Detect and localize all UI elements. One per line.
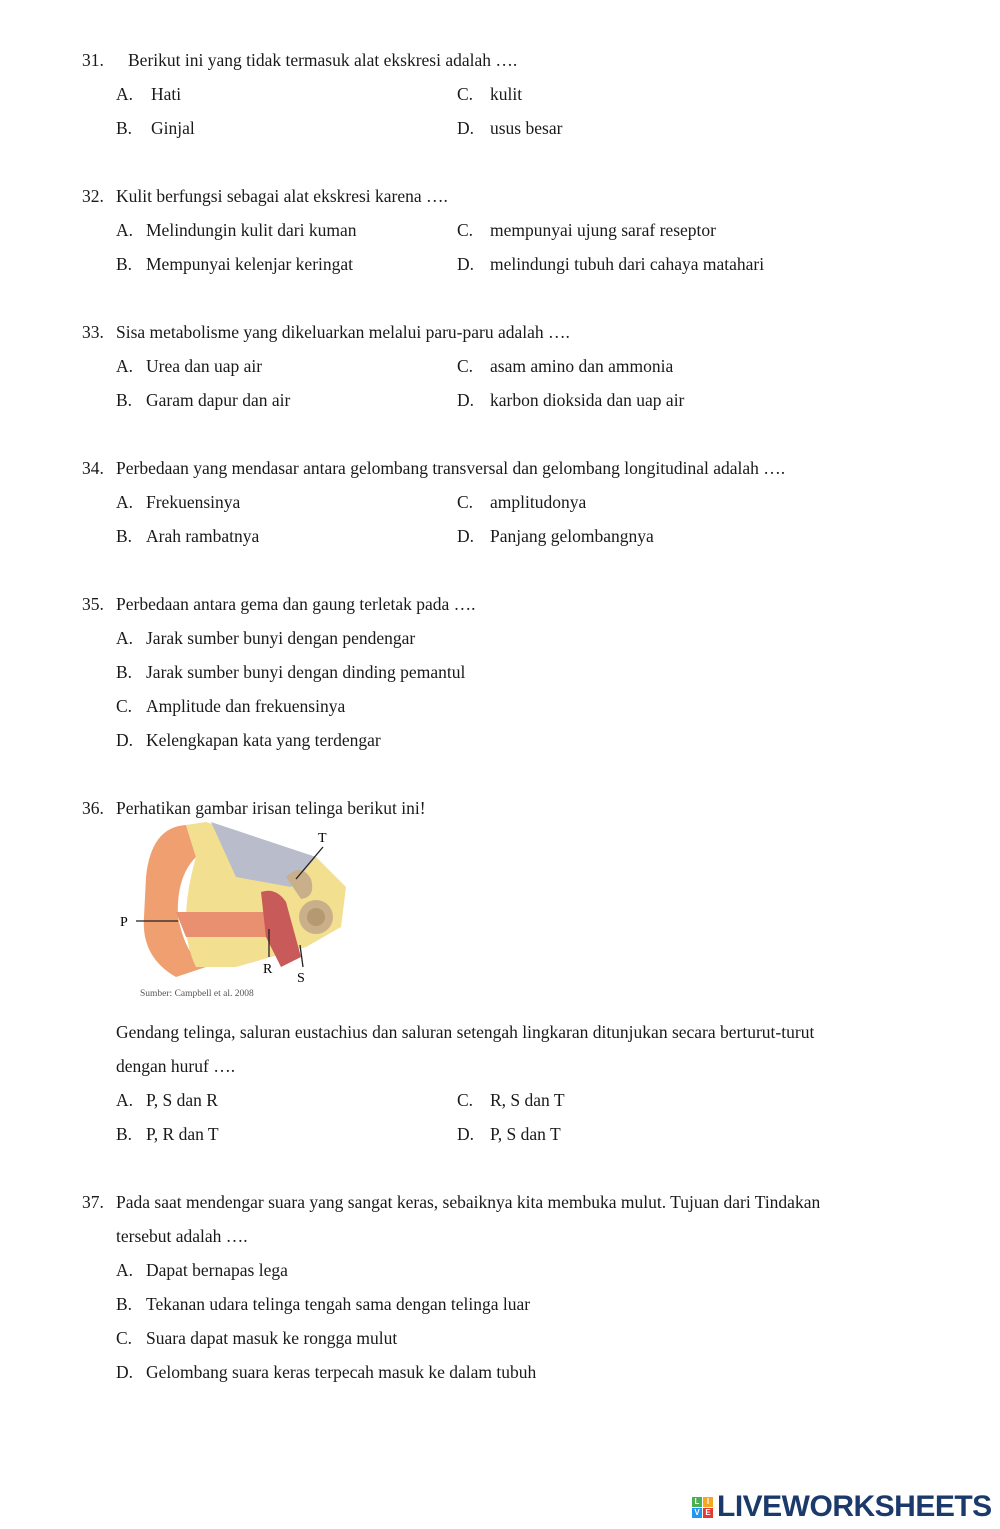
- question-34: [0, 451, 1000, 553]
- option-text: Hati: [151, 84, 182, 104]
- question-text: Pada saat mendengar suara yang sangat keras, sebaiknya kita membuka mulut. Tujuan dari Tindakan: [116, 1192, 821, 1212]
- option-letter: D.: [116, 1362, 134, 1382]
- answer-option-a[interactable]: [116, 621, 415, 655]
- option-letter: C.: [457, 1090, 474, 1110]
- option-letter: A.: [116, 628, 134, 648]
- answer-option-d[interactable]: [457, 1117, 561, 1151]
- answer-option-a[interactable]: [116, 349, 262, 383]
- label-r: R: [263, 962, 273, 977]
- option-letter: B.: [116, 254, 133, 274]
- option-text: Panjang gelombangnya: [490, 526, 654, 546]
- ear-cross-section-image: [116, 817, 361, 1002]
- answer-option-c[interactable]: [457, 77, 522, 111]
- logo-text: LIVEWORKSHEETS: [717, 1490, 992, 1523]
- option-letter: A.: [116, 1090, 134, 1110]
- question-number: 31.: [82, 50, 104, 70]
- answer-option-c[interactable]: [116, 1321, 397, 1355]
- option-text: P, R dan T: [146, 1124, 219, 1144]
- option-text: Jarak sumber bunyi dengan pendengar: [146, 628, 416, 648]
- question-number: 35.: [82, 594, 104, 614]
- answer-option-b[interactable]: [116, 1117, 219, 1151]
- label-p: P: [120, 915, 128, 930]
- option-text: Dapat bernapas lega: [146, 1260, 288, 1280]
- option-text: Kelengkapan kata yang terdengar: [146, 730, 381, 750]
- option-letter: C.: [457, 356, 474, 376]
- question-33: [0, 315, 1000, 417]
- option-text: melindungi tubuh dari cahaya matahari: [490, 254, 765, 274]
- option-text: kulit: [490, 84, 523, 104]
- answer-option-b[interactable]: [116, 383, 290, 417]
- label-t: T: [318, 831, 327, 846]
- question-text: Berikut ini yang tidak termasuk alat ekskresi adalah ….: [128, 50, 518, 70]
- option-letter: C.: [116, 696, 133, 716]
- option-text: Suara dapat masuk ke rongga mulut: [146, 1328, 398, 1348]
- question-36: [0, 791, 1000, 1151]
- answer-option-c[interactable]: [116, 689, 345, 723]
- option-letter: B.: [116, 118, 133, 138]
- question-text: Perbedaan antara gema dan gaung terletak pada ….: [116, 594, 476, 614]
- option-text: Tekanan udara telinga tengah sama dengan telinga luar: [146, 1294, 531, 1314]
- option-letter: D.: [457, 390, 475, 410]
- answer-option-b[interactable]: [116, 247, 353, 281]
- option-text: Melindungin kulit dari kuman: [146, 220, 357, 240]
- option-text: Mempunyai kelenjar keringat: [146, 254, 354, 274]
- question-37: [0, 1185, 1000, 1389]
- option-text: P, S dan T: [490, 1124, 561, 1144]
- option-letter: C.: [457, 492, 474, 512]
- option-letter: B.: [116, 1294, 133, 1314]
- question-number: 32.: [82, 186, 104, 206]
- question-number: 34.: [82, 458, 104, 478]
- option-text: mempunyai ujung saraf reseptor: [490, 220, 716, 240]
- option-letter: D.: [116, 730, 134, 750]
- answer-option-d[interactable]: [116, 723, 381, 757]
- question-number: 36.: [82, 798, 104, 818]
- answer-option-c[interactable]: [457, 349, 673, 383]
- question-31: [0, 43, 1000, 145]
- option-letter: D.: [457, 526, 475, 546]
- option-letter: D.: [457, 118, 475, 138]
- question-text: dengan huruf ….: [116, 1056, 236, 1076]
- answer-option-a[interactable]: [116, 1253, 288, 1287]
- answer-option-a[interactable]: [116, 1083, 218, 1117]
- answer-option-a[interactable]: [116, 213, 356, 247]
- logo-letter: E: [703, 1508, 713, 1518]
- question-number: 33.: [82, 322, 104, 342]
- logo-letter: V: [692, 1508, 702, 1518]
- option-text: karbon dioksida dan uap air: [490, 390, 685, 410]
- option-letter: D.: [457, 1124, 475, 1144]
- worksheet: [0, 43, 1000, 1423]
- answer-option-b[interactable]: [116, 111, 195, 145]
- logo-mark-icon: [692, 1497, 713, 1518]
- option-letter: B.: [116, 526, 133, 546]
- option-letter: B.: [116, 390, 133, 410]
- option-letter: C.: [116, 1328, 133, 1348]
- option-letter: A.: [116, 492, 134, 512]
- answer-option-a[interactable]: [116, 485, 240, 519]
- logo-letter: L: [692, 1497, 702, 1507]
- option-letter: A.: [116, 84, 134, 104]
- option-text: Gelombang suara keras terpecah masuk ke dalam tubuh: [146, 1362, 537, 1382]
- option-text: Amplitude dan frekuensinya: [146, 696, 346, 716]
- liveworksheets-logo: [692, 1490, 992, 1524]
- figure-caption: Sumber: Campbell et al. 2008: [140, 989, 254, 999]
- option-letter: C.: [457, 220, 474, 240]
- answer-option-d[interactable]: [116, 1355, 536, 1389]
- answer-option-b[interactable]: [116, 655, 465, 689]
- answer-option-c[interactable]: [457, 1083, 565, 1117]
- question-number: 37.: [82, 1192, 104, 1212]
- option-letter: A.: [116, 220, 134, 240]
- answer-option-a[interactable]: [116, 77, 181, 111]
- label-s: S: [297, 971, 305, 986]
- question-32: [0, 179, 1000, 281]
- answer-option-b[interactable]: [116, 519, 259, 553]
- option-letter: B.: [116, 662, 133, 682]
- answer-option-b[interactable]: [116, 1287, 530, 1321]
- answer-option-d[interactable]: [457, 519, 654, 553]
- question-text: Perbedaan yang mendasar antara gelombang transversal dan gelombang longitudinal adalah ….: [116, 458, 786, 478]
- question-text: Kulit berfungsi sebagai alat ekskresi karena ….: [116, 186, 448, 206]
- answer-option-c[interactable]: [457, 485, 586, 519]
- option-letter: A.: [116, 1260, 134, 1280]
- option-text: Frekuensinya: [146, 492, 241, 512]
- option-letter: B.: [116, 1124, 133, 1144]
- option-text: R, S dan T: [490, 1090, 565, 1110]
- question-text: Perhatikan gambar irisan telinga berikut ini!: [116, 798, 426, 818]
- answer-option-d[interactable]: [457, 111, 562, 145]
- question-text: Gendang telinga, saluran eustachius dan saluran setengah lingkaran ditunjukan secara berturut-turut: [116, 1022, 815, 1042]
- option-text: amplitudonya: [490, 492, 587, 512]
- option-text: asam amino dan ammonia: [490, 356, 674, 376]
- question-text: Sisa metabolisme yang dikeluarkan melalui paru-paru adalah ….: [116, 322, 570, 342]
- option-text: Arah rambatnya: [146, 526, 260, 546]
- option-text: Urea dan uap air: [146, 356, 263, 376]
- option-letter: A.: [116, 356, 134, 376]
- question-35: [0, 587, 1000, 757]
- answer-option-c[interactable]: [457, 213, 716, 247]
- option-letter: D.: [457, 254, 475, 274]
- option-letter: C.: [457, 84, 474, 104]
- option-text: Garam dapur dan air: [146, 390, 291, 410]
- answer-option-d[interactable]: [457, 247, 764, 281]
- question-text: tersebut adalah ….: [116, 1226, 248, 1246]
- option-text: P, S dan R: [146, 1090, 218, 1110]
- logo-letter: I: [703, 1497, 713, 1507]
- option-text: usus besar: [490, 118, 563, 138]
- ear-diagram: [0, 825, 1000, 1015]
- answer-option-d[interactable]: [457, 383, 684, 417]
- option-text: Ginjal: [151, 118, 195, 138]
- option-text: Jarak sumber bunyi dengan dinding pemantul: [146, 662, 466, 682]
